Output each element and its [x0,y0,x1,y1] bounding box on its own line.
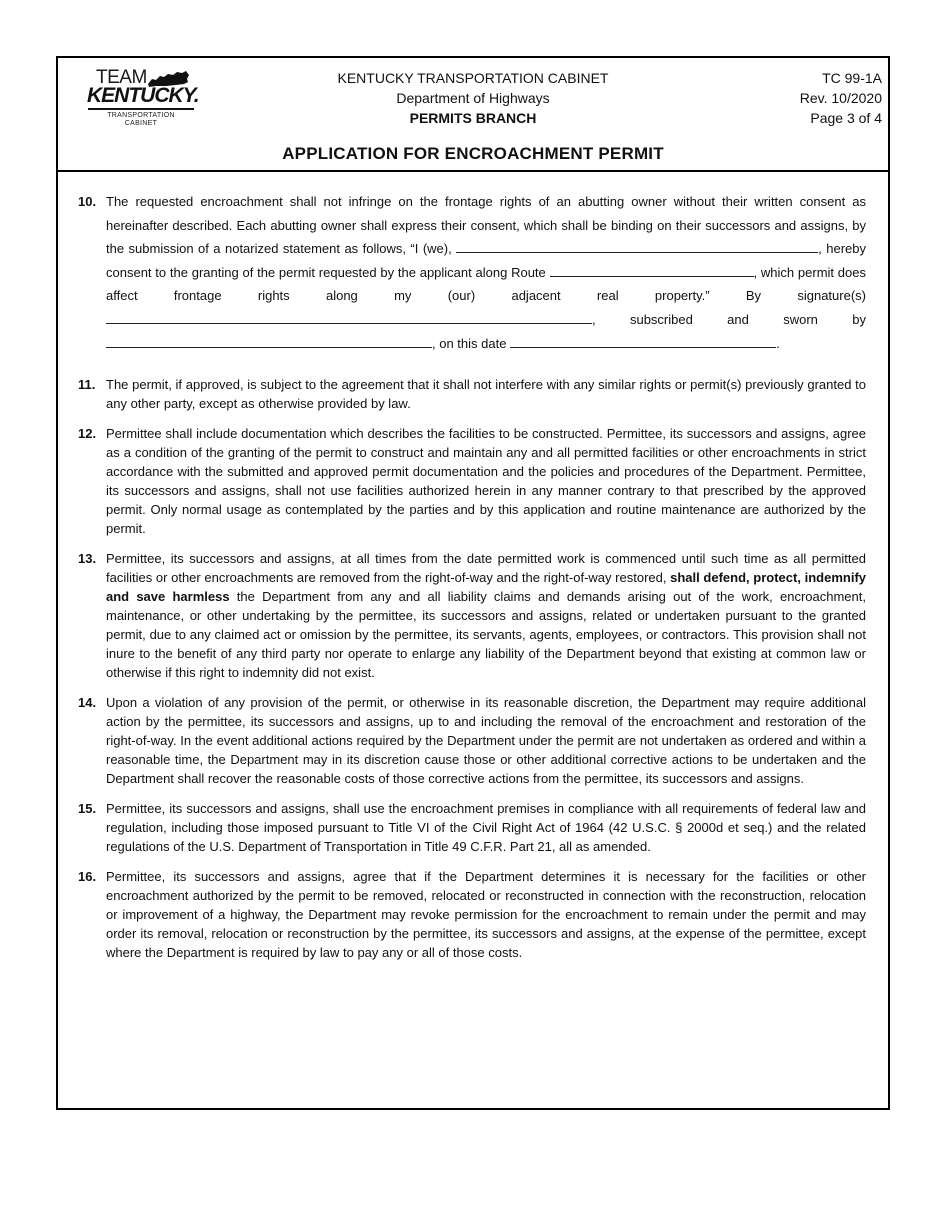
term-text-part5: , on this date [432,335,511,351]
term-text: Upon a violation of any provision of the permit, or otherwise in its reasonable discretion, the Department may require additional action by the permittee, its successors and assigns, up to and including the removal of the encroachment and restoration of the right-of-way. In the event additional actions required by the Department under the permit are not undertaken as ordered and within a reasonable time, the Department may in its discretion cause those or other additional corrective actions to be undertaken and the Department shall recover the reasonable costs of those corrective actions from the permittee, its successors and assigns. [106,695,866,787]
department-name: Department of Highways [396,90,550,106]
term-number: 14. [78,695,97,711]
term-item-15 [78,799,866,856]
term-item-10 [78,190,866,355]
term-number: 12. [78,426,97,442]
term-number: 16. [78,869,97,885]
term-number: 13. [78,551,97,567]
form-code: TC 99-1A [822,70,882,86]
date-blank[interactable] [510,335,776,348]
team-kentucky-logo [86,67,201,127]
form-id-block [722,68,882,128]
terms-list [78,190,866,973]
term-text: Permittee, its successors and assigns, agree that if the Department determines it is necessary for the facilities or other encroachment authorized by the permit to be removed, relocated or reconstructed in connection with the reconstruction, relocation or improvement of a highway, the Department may revoke permission for the encroachment to remain under the permit and may order its removal, relocation or reconstruction by the permittee, its successors and assigns, at the expense of the permittee, except where the Department is required by law to pay any or all of those costs. [106,869,866,961]
term-text-pre: Permittee, its successors and assigns, at all times from the date permitted work is commenced until such time as all permitted facilities or other encroachments are removed from the right-of-way and the right-of-way restored, [106,551,866,586]
form-frame [56,56,890,1110]
term-item-13 [78,549,866,682]
term-text-part6: . [776,335,780,351]
page-number: Page 3 of 4 [810,110,882,126]
logo-sub-line1: TRANSPORTATION [107,112,175,119]
logo-subtitle [86,112,196,128]
term-item-11 [78,375,866,413]
term-item-12 [78,424,866,538]
term-text-part1: The requested encroachment shall not infringe on the frontage rights of an abutting owner without their written consent as hereinafter described. Each abutting owner shall express their consent, which shall be binding on their successors and assigns, by the submission of a notarized statement as follows, “I (we), [106,194,866,257]
term-text-post: the Department from any and all liability claims and demands arising out of the work, encroachment, maintenance, or other undertaking by the permittee, its successors and assigns, related or undertaken pursuant to the granted permit, due to any claimed act or omission by the permittee, its servants, agents, employees, or contractors. This provision shall not inure to the benefit of any third party nor operate to enlarge any liability of the Department beyond that existing at common law or otherwise if this right to indemnity did not exist. [106,589,866,681]
branch-name: PERMITS BRANCH [409,110,537,126]
term-text-part3: , which permit does affect frontage rights along my (our) adjacent real property.” By signature(s) [106,264,866,304]
term-text-bold: shall defend, protect, indemnify and save harmless [106,570,866,605]
term-text: Permittee, its successors and assigns, shall use the encroachment premises in compliance with all requirements of federal law and regulation, including those imposed pursuant to Title VI of the Civil Right Act of 1964 (42 U.S.C. § 2000d et seq.) and the related regulations of the U.S. Department of Transportation in Title 49 C.F.R. Part 21, all as amended. [106,801,866,855]
term-text: The permit, if approved, is subject to the agreement that it shall not interfere with any similar rights or permit(s) previously granted to any other party, except as otherwise provided by law. [106,377,866,412]
term-item-16 [78,867,866,962]
sworn-by-blank[interactable] [106,335,432,348]
page-title: APPLICATION FOR ENCROACHMENT PERMIT [282,144,664,163]
logo-kentucky-text: KENTUCKY. [87,84,199,107]
term-number: 15. [78,801,97,817]
agency-name: KENTUCKY TRANSPORTATION CABINET [337,70,609,86]
term-item-14 [78,693,866,788]
term-number: 10. [78,194,97,209]
logo-divider [88,108,194,110]
term-text-part4: , subscribed and sworn by [592,311,866,327]
route-blank[interactable] [550,264,754,277]
form-revision: Rev. 10/2020 [799,90,882,106]
owner-name-blank[interactable] [456,240,818,253]
logo-sub-line2: CABINET [124,120,158,127]
logo-team-text: TEAM [96,67,147,88]
signature-blank[interactable] [106,311,592,324]
form-header [58,58,888,172]
term-text: Permittee shall include documentation which describes the facilities to be constructed. Permittee, its successors and assigns, agree as a condition of the granting of the permit to construct and maintain any and all permitted facilities or other encroachments in strict accordance with the submitted and approved permit documentation and the policies and procedures of the Department. Permittee, its successors and assigns, shall not use facilities authorized herein in any manner contrary to that prescribed by the approved permit. Only normal usage as contemplated by the parties and by this application and routine maintenance are authorized by the permit. [106,426,866,537]
agency-block [298,68,648,128]
term-text-part2: , hereby consent to the granting of the permit requested by the applicant along Route [106,241,866,280]
term-number: 11. [78,377,96,393]
